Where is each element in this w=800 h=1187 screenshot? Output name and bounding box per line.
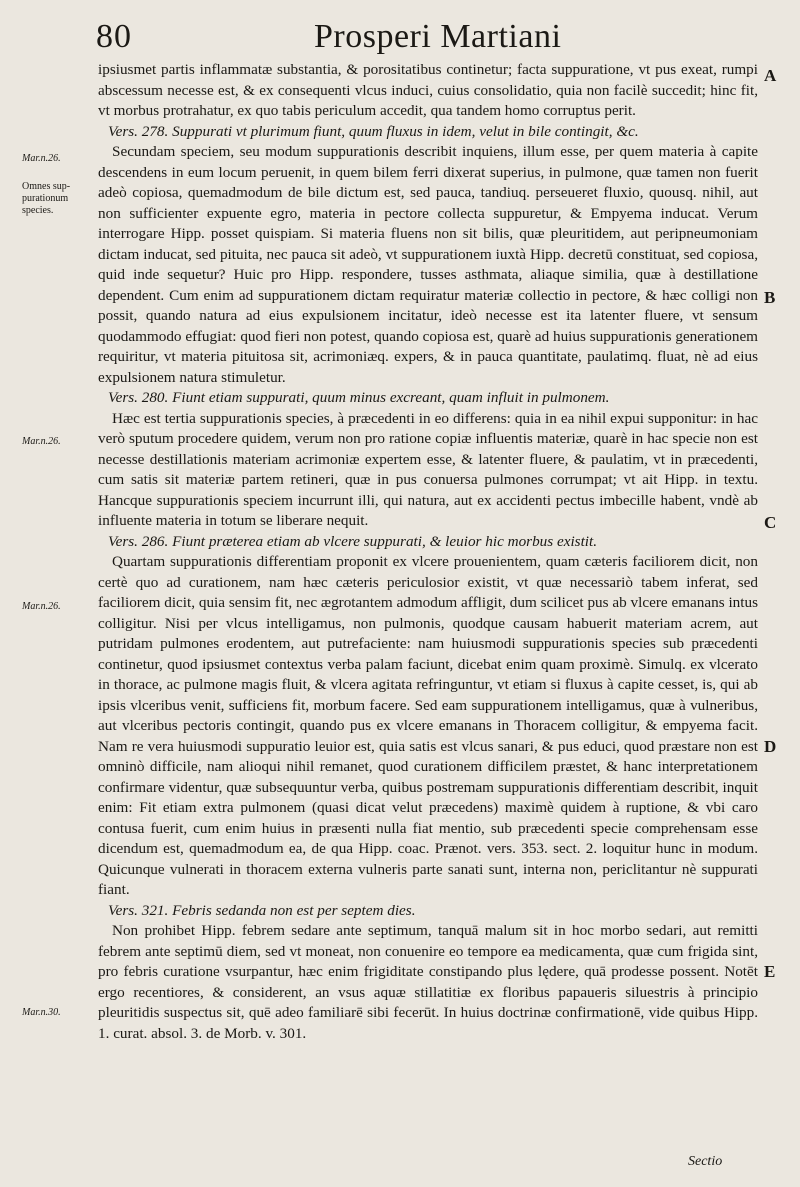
margin-letter: D [764,737,777,756]
margin-letter: E [764,962,776,981]
paragraph: Hæc est tertia suppurationis species, à præcedenti in eo differens: quia in ea nihil expui supponitur: in hac verò sputum procedere quidem, verum non pro ratione copiæ influentis materiæ, quarè in hac specie non est necesse destillationis materiam acrimoniæ expertem esse, & latenter fluere, & paulatim, vt in præcedenti, cum satis sit materiæ partem retineri, quæ in pus conuersa pulmones corrumpat; vt ait Hipp. in textu. Hancque suppurationis speciem incurrunt illi, qui natura, aut ex accidenti pectus imbecille habent, vndè ab influente materia in totum se liberare nequit. [98,409,758,529]
margin-note: Mar.n.30. [22,1007,61,1018]
verse-heading: Vers. 278. Suppurati vt plurimum fiunt, quum fluxus in idem, velut in bile contingit, &c. [108,122,639,140]
verse-heading: Vers. 321. Febris sedanda non est per septem dies. [108,901,416,919]
paragraph: Quartam suppurationis differentiam proponit ex vlcere prouenientem, quam cæteris faciliorem dicit, non certè quo ad curationem, nam hæc cæteris periculosior existit, vt quæ necessariò tabem inferat, sed faciliorem dicit, quia sensim fit, nec ægrotantem admodum affligit, dum scilicet pus ab vlcere emanans intus colligitur. Nisi per vlcus intelligamus, non pulmonis, quodque causam habuerit materiam acrem, aut putridam pulmones erodentem, aut putrefaciente: nam huiusmodi suppurationis species sub præcedenti continetur, quod ipsiusmet contextus verba palam faciunt, dicebat enim quam proximè. Simulq. ex vlcerato in thorace, ac pulmone magis fluit, & vlcera agitata refringuntur, vt etiam si fluxus à capite cesset, is, qui ab ipsis vlceribus venit, sufficiens fit, morbum facere. Sed eam suppurationem intelligamus, quæ à vulneribus, aut vlceribus pectoris contingit, quando pus ex vlcere emanans in Thoracem colligitur, & empyema facit. Nam re vera huiusmodi suppuratio leuior est, quia satis est vlcus sanari, & pus educi, quod præstare non est omninò difficile, nam alioqui nihil remanet, quod curationem difficilem præstet, & hanc interpretationem confirmare videntur, quæ subsequuntur verba, quibus postremam suppurationis differentiam describit, inquit enim: Fit etiam extra pulmonem (quasi dicat velut præcedens) maximè quidem à ruptione, & vbi caro contusa fuerit, cum enim huius in præsenti nulla fiat mentio, sub præcedenti specie comprehensam esse dicendum est, quemadmodum ea, de qua Hipp. coac. Prænot. vers. 353. sect. 2. loquitur hunc in modum. Quicunque vulnerati in thoracem externa vulneris parte sanati sunt, interna non, periclitantur nè suppurati fiant. [98,553,758,898]
verse-heading: Vers. 280. Fiunt etiam suppurati, quum minus excreant, quam influit in pulmonem. [108,389,610,406]
margin-note: Omnes sup-purationum species. [22,181,71,216]
margin-letter: B [764,288,776,307]
margin-note: Mar.n.26. [22,153,61,164]
margin-note: Mar.n.26. [22,436,61,447]
margin-letter: C [764,513,777,532]
margin-letter: A [764,66,777,85]
page-number: 80 [96,18,132,55]
running-head: Prosperi Martiani [314,18,562,55]
paragraph: Non prohibet Hipp. febrem sedare ante septimum, tanquā malum sit in hoc morbo sedari, aut remitti febrem ante septimū diem, sed vt moneat, non conuenire eo tempore ea medicamenta, quæ cum frigida sint, pro febris curatione vsurpantur, hæc enim frigiditate constipando plus lędere, quā prodesse possent. Notēt ergo recentiores, & considerent, an vsus aquæ stillatitiæ ex floribus papaueris siluestris à principio pleuritidis suspectus sit, quē adeo familiarē sibi fecerūt. In huius doctrinæ confirmationē, vide quibus Hipp. 1. curat. absol. 3. de Morb. v. 301. [98,922,758,1042]
page-header [96,14,752,62]
verse-heading: Vers. 286. Fiunt præterea etiam ab vlcere suppurati, & leuior hic morbus existit. [108,532,598,550]
paragraph: ipsiusmet partis inflammatæ substantia, & porositatibus continetur; facta suppuratione, vt pus exeat, rumpi abscessum necesse est, & ex consequenti vlcus induci, cuius consolidatio, quia non facilè succedit; hinc fit, vt morbus protrahatur, ex quo tabis periculum accedit, qua tandem homo corruptus perit. [98,61,758,119]
margin-note: Mar.n.26. [22,601,61,612]
main-text [98,60,758,1044]
catchword: Sectio [688,1154,723,1169]
paragraph: Secundam speciem, seu modum suppurationis describit inquiens, illum esse, per quem materia à capite descendens in eum locum peruenit, in quem bilem ferri dixerat superius, in pulmone, quæ tamen non fuerit adeò copiosa, quemadmodum de bile dictum est, sed pauca, tandiuq. perseueret fluxio, quousq. nihil, aut non sufficienter expuente egro, materia in pectore collecta suppuretur, & Empyema inducat. Verum interrogare Hipp. posset quispiam. Si materia fluens non sit bilis, quæ pleuritidem, aut peripneumoniam dictam inducat, sed pituita, nec pauca sit adeò, vt suppurationem iuxtà Hipp. decretū constituat, sed copiosa, quid inde sequetur? Huic pro Hipp. respondere, tusses asthmata, aliaque similia, quæ à destillatione dependent. Cum enim ad suppurationem dictam requiratur materiæ collectio in pectore, & hæc colligi non possit, quando natura ad eius expulsionem incitatur, ideò necesse est ita latenter fluere, vt sensum quodammodo effugiat: quod fieri non potest, quando copiosa est, quarè ad huius suppurationis generationem requiritur, vt materia pituitosa sit, acrimoniæq. expers, & in pauca quantitate, paulatimq. fluat, nè ad eius expulsionem natura stimuletur. [98,143,758,386]
